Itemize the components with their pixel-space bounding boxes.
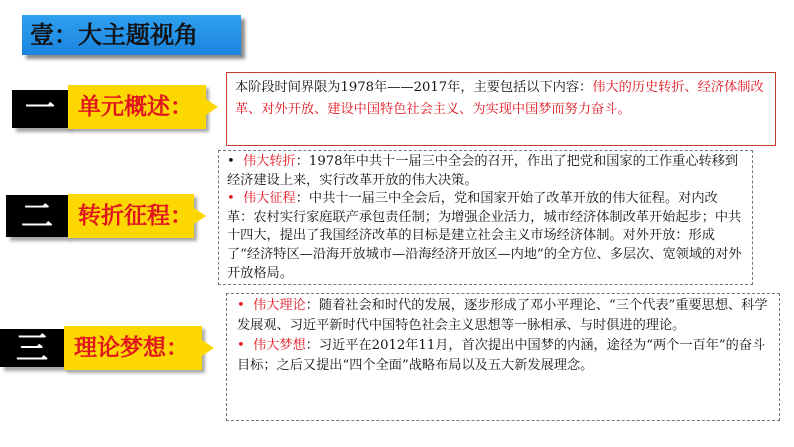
item-great-journey: [227, 190, 744, 283]
section-number-1: 一: [12, 90, 68, 128]
overview-lead: 本阶段时间界限为1978年——2017年，主要包括以下内容：: [235, 80, 593, 95]
section-label-2: 转折征程：: [68, 194, 194, 238]
section-label-1: 单元概述：: [68, 85, 206, 129]
section-content-1: [226, 72, 776, 146]
section-content-2: [218, 150, 753, 285]
item-great-theory: [237, 296, 771, 336]
section-arrow-3: [202, 340, 214, 356]
bullet-icon: •: [237, 338, 245, 353]
item-term: 伟大转折: [243, 154, 296, 169]
item-term: 伟大梦想: [253, 338, 306, 353]
section-number-2: 二: [6, 195, 68, 237]
page-title: 壹：大主题视角: [22, 15, 241, 55]
item-great-dream: [237, 336, 771, 376]
item-term: 伟大理论: [253, 298, 306, 313]
section-arrow-1: [206, 99, 218, 115]
item-great-turning: [227, 153, 744, 190]
bullet-icon: •: [227, 154, 235, 169]
item-text: ：1978年中共十一届三中全会的召开，作出了把党和国家的工作重心转移到经济建设上来，实行改革开放的伟大决策。: [227, 154, 739, 188]
item-text: ：中共十一届三中全会后，党和国家开始了改革开放的伟大征程。对内改革：农村实行家庭联产承包责任制；为增强企业活力，城市经济体制改革开始起步；中共十四大，提出了我国经济改革的目标是建立社会主义市场经济体制。对外开放：形成了“经济特区—沿海开放城市—沿海经济开放区—内地”的全方位、多层次、宽领域的对外开放格局。: [227, 191, 742, 281]
item-text: ：习近平在2012年11月，首次提出中国梦的内涵，途径为“两个一百年”的奋斗目标；之后又提出“四个全面”战略布局以及五大新发展理念。: [237, 338, 766, 373]
section-arrow-2: [194, 208, 206, 224]
bullet-icon: •: [237, 298, 245, 313]
section-content-3: [226, 293, 780, 421]
item-text: ：随着社会和时代的发展，逐步形成了邓小平理论、“三个代表”重要思想、科学发展观、习近平新时代中国特色社会主义思想等一脉相承、与时俱进的理论。: [237, 298, 768, 333]
item-term: 伟大征程: [243, 191, 296, 207]
section-number-3: 三: [0, 329, 64, 367]
overview-highlight: 伟大的历史转折、经济体制改革、对外开放、建设中国特色社会主义、为实现中国梦而努力奋斗。: [235, 80, 764, 117]
bullet-icon: •: [227, 191, 235, 207]
section-label-3: 理论梦想：: [64, 326, 202, 370]
